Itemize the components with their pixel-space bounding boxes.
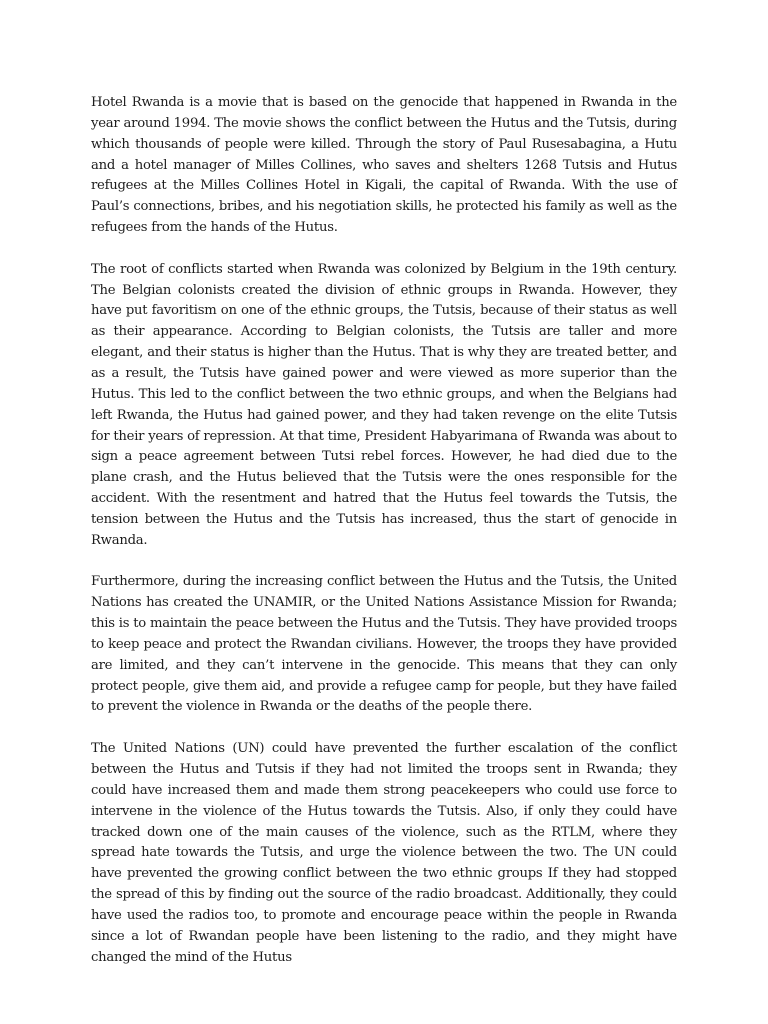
paragraph-unamir: Furthermore, during the increasing conflict between the Hutus and the Tutsis, the United Nations has created the UNAMIR, or the United Nations Assistance Mission for Rwanda; this is to maintain the peace between the Hutus and the Tutsis. They have provided troops to keep peace and protect the Rwandan civilians. However, the troops they have provided are limited, and they can’t intervene in the genocide. This means that they can only protect people, give them aid, and provide a refugee camp for people, but they have failed to prevent the violence in Rwanda or the deaths of the people there.: [91, 574, 677, 715]
paragraph-root-of-conflict: The root of conflicts started when Rwanda was colonized by Belgium in the 19th century. The Belgian colonists created the division of ethnic groups in Rwanda. However, they have put favoritism on one of the ethnic groups, the Tutsis, because of their status as well as their appearance. According to Belgian colonists, the Tutsis are taller and more elegant, and their status is higher than the Hutus. That is why they are treated better, and as a result, the Tutsis have gained power and were viewed as more superior than the Hutus. This led to the conflict between the two ethnic groups, and when the Belgians had left Rwanda, the Hutus had gained power, and they had taken revenge on the elite Tutsis for their years of repression. At that time, President Habyarimana of Rwanda was about to sign a peace agreement between Tutsi rebel forces. However, he had died due to the plane crash, and the Hutus believed that the Tutsis were the ones responsible for the accident. With the resentment and hatred that the Hutus feel towards the Tutsis, the tension between the Hutus and the Tutsis has increased, thus the start of genocide in Rwanda.: [91, 261, 677, 548]
document-page: [91, 93, 677, 989]
paragraph-intro: Hotel Rwanda is a movie that is based on the genocide that happened in Rwanda in the year around 1994. The movie shows the conflict between the Hutus and the Tutsis, during which thousands of people were killed. Through the story of Paul Rusesabagina, a Hutu and a hotel manager of Milles Collines, who saves and shelters 1268 Tutsis and Hutus refugees at the Milles Collines Hotel in Kigali, the capital of Rwanda. With the use of Paul’s connections, bribes, and his negotiation skills, he protected his family as well as the refugees from the hands of the Hutus.: [91, 95, 677, 236]
paragraph-un-prevention: The United Nations (UN) could have prevented the further escalation of the conflict between the Hutus and Tutsis if they had not limited the troops sent in Rwanda; they could have increased them and made them strong peacekeepers who could use force to intervene in the violence of the Hutus towards the Tutsis. Also, if only they could have tracked down one of the main causes of the violence, such as the RTLM, where they spread hate towards the Tutsis, and urge the violence between the two. The UN could have prevented the growing conflict between the two ethnic groups If they had stopped the spread of this by finding out the source of the radio broadcast. Additionally, they could have used the radios too, to promote and encourage peace within the people in Rwanda since a lot of Rwandan people have been listening to the radio, and they might have changed the mind of the Hutus: [91, 741, 677, 965]
